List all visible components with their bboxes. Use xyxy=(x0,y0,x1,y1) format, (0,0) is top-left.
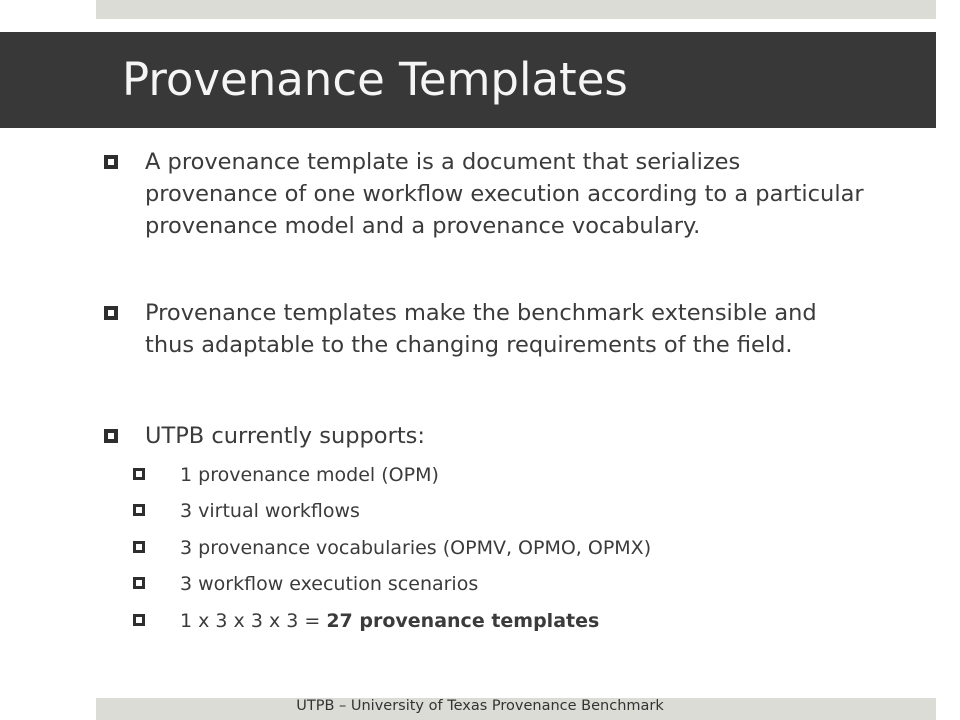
bullet-text: UTPB currently supports: xyxy=(145,423,425,449)
sub-bullet-text: 3 provenance vocabularies (OPMV, OPMO, OPMX) xyxy=(180,537,652,559)
sub-bullet-text: 1 provenance model (OPM) xyxy=(180,464,439,486)
sub-bullet-emphasis: 27 provenance templates xyxy=(326,610,600,632)
top-accent-strip xyxy=(96,0,936,19)
sub-bullet-text: 3 workflow execution scenarios xyxy=(180,573,479,595)
sub-bullet-text: 3 virtual workflows xyxy=(180,500,360,522)
slide-title: Provenance Templates xyxy=(122,53,628,106)
bullet-text: A provenance template is a document that serializes provenance of one workflow execution according to a particular provenance model and a provenance vocabulary. xyxy=(145,149,864,239)
square-bullet-icon xyxy=(133,541,145,553)
square-bullet-icon xyxy=(133,577,145,589)
square-bullet-icon xyxy=(133,614,145,626)
square-bullet-icon xyxy=(104,429,118,443)
square-bullet-icon xyxy=(133,504,145,516)
bullet-text: Provenance templates make the benchmark extensible and thus adaptable to the changing requirements of the field. xyxy=(145,300,817,358)
sub-bullet-prefix: 1 x 3 x 3 x 3 = xyxy=(180,610,327,632)
sub-bullet-text xyxy=(180,608,780,634)
square-bullet-icon xyxy=(133,468,145,480)
slide-footer: UTPB – University of Texas Provenance Benchmark xyxy=(296,698,664,714)
square-bullet-icon xyxy=(104,306,118,320)
square-bullet-icon xyxy=(104,155,118,169)
